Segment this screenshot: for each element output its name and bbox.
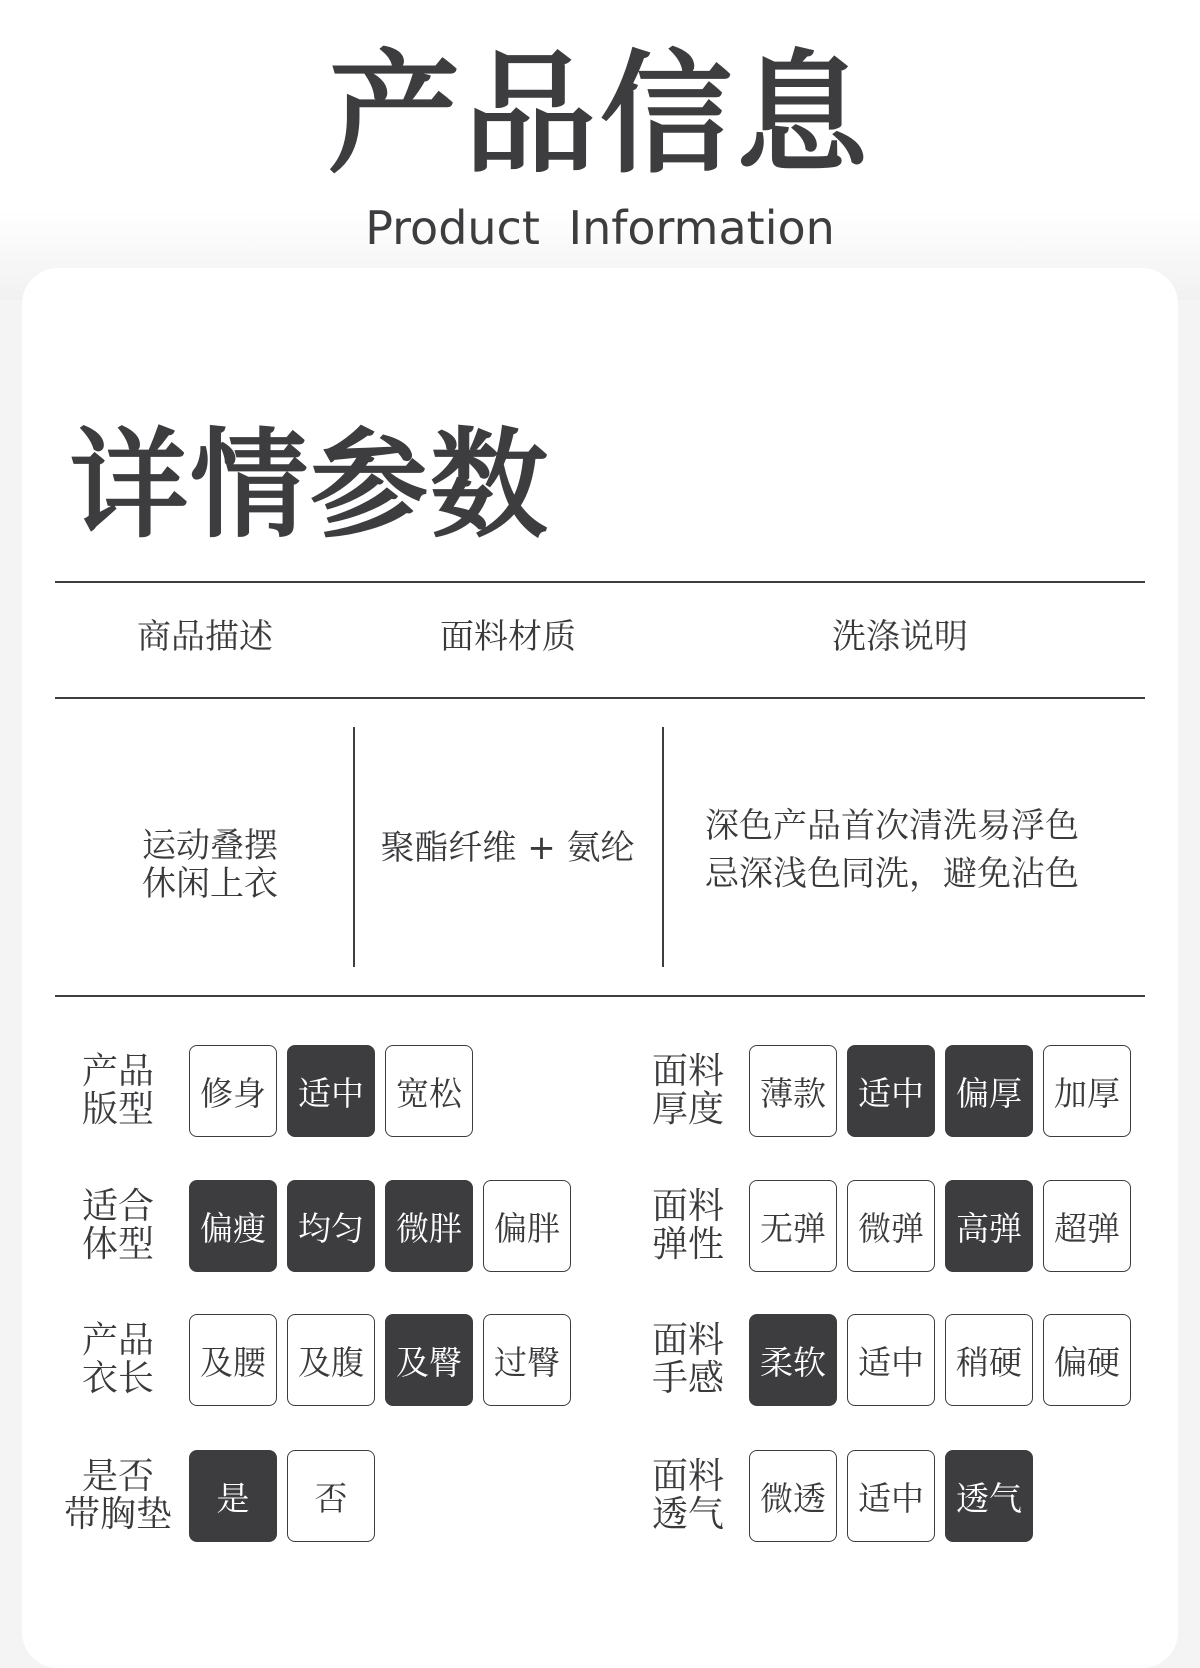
option-chip: 稍硬 <box>945 1314 1033 1406</box>
attribute-label-line: 体型 <box>81 1224 154 1265</box>
attribute-label-line: 厚度 <box>651 1089 724 1130</box>
table-header-rule <box>55 697 1145 699</box>
option-chip-selected: 透气 <box>945 1450 1033 1542</box>
option-chip-selected: 柔软 <box>749 1314 837 1406</box>
option-chip-selected: 适中 <box>847 1045 935 1137</box>
product-description <box>125 827 295 903</box>
page-subtitle: Product Information <box>365 201 835 255</box>
page-title: 产品信息 <box>328 38 872 192</box>
product-description-line: 运动叠摆 <box>142 826 278 866</box>
column-header-washing: 洗涤说明 <box>832 617 968 657</box>
option-chip-selected: 是 <box>189 1450 277 1542</box>
attribute-label-line: 弹性 <box>651 1224 724 1265</box>
table-top-rule <box>55 581 1145 583</box>
option-chip: 适中 <box>847 1450 935 1542</box>
attribute-options <box>189 1045 473 1137</box>
option-chip: 及腹 <box>287 1314 375 1406</box>
attribute-label-line: 产品 <box>81 1051 154 1092</box>
attribute-label <box>628 1322 748 1398</box>
option-chip: 及腰 <box>189 1314 277 1406</box>
attribute-label-line: 手感 <box>651 1358 724 1399</box>
attribute-label <box>58 1188 178 1264</box>
washing-line: 忌深浅色同洗，避免沾色 <box>705 854 1079 894</box>
option-chip: 薄款 <box>749 1045 837 1137</box>
option-chip-selected: 偏瘦 <box>189 1180 277 1272</box>
column-divider <box>662 727 664 967</box>
attribute-options <box>189 1314 571 1406</box>
column-header-material: 面料材质 <box>440 617 576 657</box>
fabric-material: 聚酯纤维 + 氨纶 <box>380 828 635 868</box>
option-chip-selected: 适中 <box>287 1045 375 1137</box>
attribute-options <box>749 1045 1131 1137</box>
option-chip: 修身 <box>189 1045 277 1137</box>
column-divider <box>353 727 355 967</box>
option-chip: 超弹 <box>1043 1180 1131 1272</box>
attribute-label <box>628 1188 748 1264</box>
option-chip-selected: 微胖 <box>385 1180 473 1272</box>
attribute-label <box>628 1053 748 1129</box>
attribute-label <box>58 1458 178 1534</box>
column-header-description: 商品描述 <box>137 617 273 657</box>
option-chip: 适中 <box>847 1314 935 1406</box>
table-bottom-rule <box>55 995 1145 997</box>
option-chip: 加厚 <box>1043 1045 1131 1137</box>
option-chip-selected: 均匀 <box>287 1180 375 1272</box>
attribute-label-line: 产品 <box>81 1320 154 1361</box>
option-chip: 偏硬 <box>1043 1314 1131 1406</box>
attribute-label <box>628 1458 748 1534</box>
attribute-label-line: 适合 <box>81 1186 154 1227</box>
option-chip-selected: 及臀 <box>385 1314 473 1406</box>
attribute-options <box>749 1180 1131 1272</box>
attribute-label-line: 是否 <box>81 1456 154 1497</box>
section-title: 详情参数 <box>70 416 551 554</box>
option-chip-selected: 偏厚 <box>945 1045 1033 1137</box>
attribute-label <box>58 1322 178 1398</box>
attribute-label-line: 透气 <box>651 1494 724 1535</box>
product-description-line: 休闲上衣 <box>142 864 278 904</box>
attribute-label-line: 版型 <box>81 1089 154 1130</box>
attribute-label-line: 面料 <box>651 1456 724 1497</box>
option-chip: 偏胖 <box>483 1180 571 1272</box>
attribute-label-line: 面料 <box>651 1186 724 1227</box>
washing-instructions <box>705 802 1125 898</box>
attribute-options <box>749 1450 1033 1542</box>
attribute-options <box>189 1180 571 1272</box>
washing-line: 深色产品首次清洗易浮色 <box>705 806 1079 846</box>
attribute-label-line: 带胸垫 <box>63 1494 172 1535</box>
option-chip: 无弹 <box>749 1180 837 1272</box>
attribute-label <box>58 1053 178 1129</box>
attribute-options <box>189 1450 375 1542</box>
attribute-label-line: 面料 <box>651 1320 724 1361</box>
option-chip: 过臀 <box>483 1314 571 1406</box>
attribute-label-line: 衣长 <box>81 1358 154 1399</box>
attribute-options <box>749 1314 1131 1406</box>
option-chip: 微弹 <box>847 1180 935 1272</box>
attribute-label-line: 面料 <box>651 1051 724 1092</box>
option-chip: 否 <box>287 1450 375 1542</box>
option-chip: 宽松 <box>385 1045 473 1137</box>
option-chip: 微透 <box>749 1450 837 1542</box>
option-chip-selected: 高弹 <box>945 1180 1033 1272</box>
